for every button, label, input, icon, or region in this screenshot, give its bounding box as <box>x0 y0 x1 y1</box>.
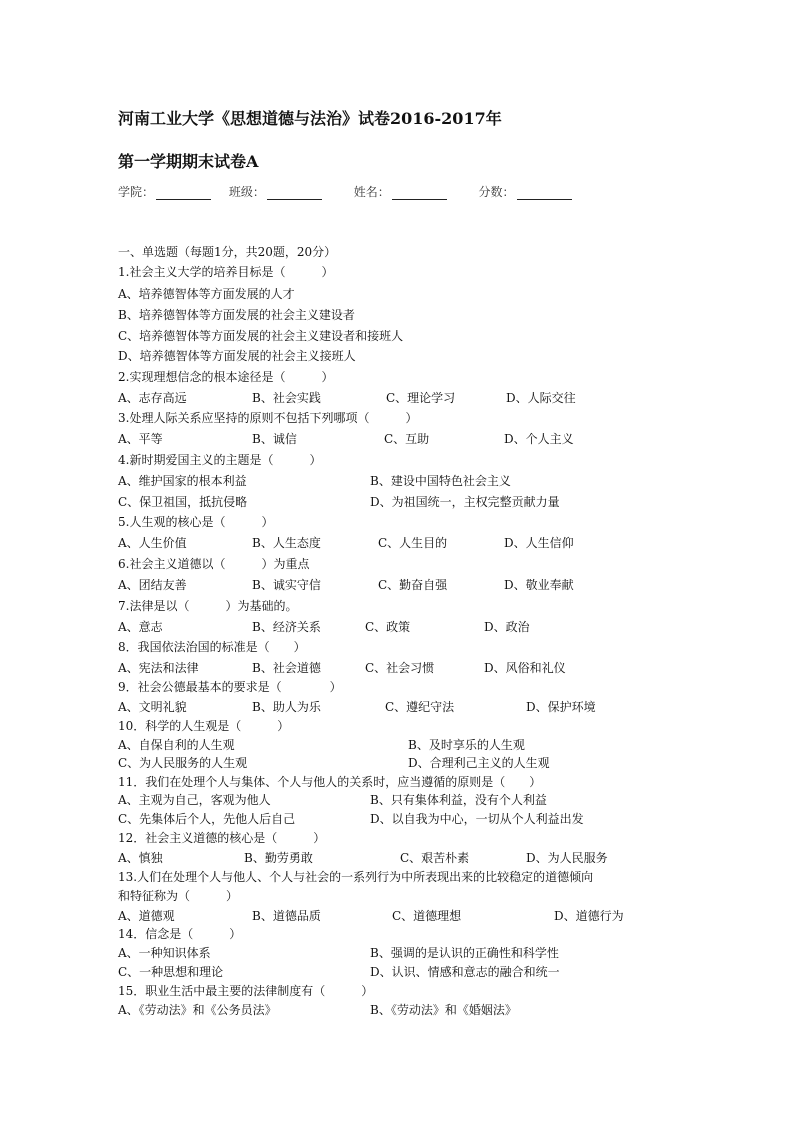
option: A、道德观 <box>118 909 175 923</box>
question-stem: 9．社会公德最基本的要求是（ ） <box>118 680 342 694</box>
question-stem: 10．科学的人生观是（ ） <box>118 719 290 733</box>
option: A、自保自利的人生观 <box>118 738 235 752</box>
page-subtitle: 第一学期期末试卷A <box>118 152 259 171</box>
option: A、一种知识体系 <box>118 946 211 960</box>
option: D、人生信仰 <box>504 536 574 550</box>
option-row <box>118 965 718 980</box>
student-info-row <box>118 183 678 200</box>
option: A、团结友善 <box>118 578 187 592</box>
option-row <box>118 793 718 808</box>
option-row <box>118 578 718 593</box>
option: B、道德品质 <box>252 909 321 923</box>
option-row <box>118 946 718 961</box>
option: B、及时享乐的人生观 <box>408 738 525 752</box>
option: A、慎独 <box>118 851 163 865</box>
option: C、先集体后个人，先他人后自己 <box>118 812 296 826</box>
option: D、道德行为 <box>554 909 624 923</box>
option: C、保卫祖国，抵抗侵略 <box>118 495 248 509</box>
option-row <box>118 812 718 827</box>
option: C、社会习惯 <box>365 661 435 675</box>
option: C、勤奋自强 <box>378 578 448 592</box>
option: D、为人民服务 <box>526 851 608 865</box>
option-row <box>118 909 718 924</box>
option-row <box>118 851 718 866</box>
page-title: 河南工业大学《思想道德与法治》试卷2016-2017年 <box>118 109 502 128</box>
class-blank[interactable] <box>267 185 322 200</box>
option: D、为祖国统一，主权完整贡献力量 <box>370 495 560 509</box>
option: D、个人主义 <box>504 432 574 446</box>
score-blank[interactable] <box>517 185 572 200</box>
question-stem: 11．我们在处理个人与集体、个人与他人的关系时，应当遵循的原则是（ ） <box>118 775 542 789</box>
option: A、宪法和法律 <box>118 661 199 675</box>
option: D、认识、情感和意志的融合和统一 <box>370 965 560 979</box>
option: B、勤劳勇敢 <box>244 851 313 865</box>
option: C、为人民服务的人生观 <box>118 756 248 770</box>
option: B、建设中国特色社会主义 <box>370 474 511 488</box>
option: B、《劳动法》和《婚姻法》 <box>370 1003 517 1017</box>
option-row <box>118 536 718 551</box>
question-stem: 2.实现理想信念的根本途径是（ ） <box>118 370 334 384</box>
option: B、助人为乐 <box>252 700 321 714</box>
class-field: 班级： <box>229 183 322 200</box>
option: A、主观为自己，客观为他人 <box>118 793 271 807</box>
question-stem-continued: 和特征称为（ ） <box>118 889 239 903</box>
question-stem: 6.社会主义道德以（ ）为重点 <box>118 557 310 571</box>
question-stem: 7.法律是以（ ）为基础的。 <box>118 599 298 613</box>
option: B、诚信 <box>252 432 297 446</box>
question-stem: 3.处理人际关系应坚持的原则不包括下列哪项（ ） <box>118 411 418 425</box>
option: B、诚实守信 <box>252 578 321 592</box>
option: C、道德理想 <box>392 909 462 923</box>
option-row <box>118 620 718 635</box>
question-stem: 4.新时期爱国主义的主题是（ ） <box>118 453 322 467</box>
option: C、人生目的 <box>378 536 448 550</box>
option: B、社会实践 <box>252 391 321 405</box>
option: A、平等 <box>118 432 163 446</box>
option: B、只有集体利益，没有个人利益 <box>370 793 547 807</box>
option: A、《劳动法》和《公务员法》 <box>118 1003 277 1017</box>
option: D、合理利己主义的人生观 <box>408 756 550 770</box>
option: D、风俗和礼仪 <box>484 661 566 675</box>
option-row <box>118 756 718 771</box>
option: A、维护国家的根本利益 <box>118 474 247 488</box>
option: C、遵纪守法 <box>385 700 455 714</box>
college-field: 学院： <box>118 183 211 200</box>
option: B、培养德智体等方面发展的社会主义建设者 <box>118 308 355 322</box>
option: C、政策 <box>365 620 411 634</box>
question-stem: 12．社会主义道德的核心是（ ） <box>118 831 326 845</box>
option: B、人生态度 <box>252 536 321 550</box>
option: A、培养德智体等方面发展的人才 <box>118 287 295 301</box>
option: B、社会道德 <box>252 661 321 675</box>
option-row <box>118 1003 718 1018</box>
option: B、经济关系 <box>252 620 321 634</box>
option: C、培养德智体等方面发展的社会主义建设者和接班人 <box>118 329 404 343</box>
question-stem: 13.人们在处理个人与他人、个人与社会的一系列行为中所表现出来的比较稳定的道德倾向 <box>118 870 594 884</box>
option-row <box>118 474 718 489</box>
option: C、艰苦朴素 <box>400 851 470 865</box>
option: D、以自我为中心，一切从个人利益出发 <box>370 812 584 826</box>
question-stem: 8．我国依法治国的标准是（ ） <box>118 640 306 654</box>
option-row <box>118 495 718 510</box>
option: A、志存高远 <box>118 391 187 405</box>
question-stem: 5.人生观的核心是（ ） <box>118 515 274 529</box>
option: A、文明礼貌 <box>118 700 187 714</box>
option-row <box>118 661 718 676</box>
option: D、保护环境 <box>526 700 596 714</box>
option: C、理论学习 <box>386 391 456 405</box>
option: C、一种思想和理论 <box>118 965 224 979</box>
option: D、培养德智体等方面发展的社会主义接班人 <box>118 349 356 363</box>
question-stem: 15．职业生活中最主要的法律制度有（ ） <box>118 984 374 998</box>
option: A、人生价值 <box>118 536 187 550</box>
option: D、敬业奉献 <box>504 578 574 592</box>
option: C、互助 <box>384 432 430 446</box>
score-field: 分数： <box>479 183 572 200</box>
name-field: 姓名： <box>354 183 447 200</box>
question-stem: 1.社会主义大学的培养目标是（ ） <box>118 265 334 279</box>
question-stem: 14．信念是（ ） <box>118 927 242 941</box>
college-blank[interactable] <box>156 185 211 200</box>
option: D、人际交往 <box>506 391 576 405</box>
option-row <box>118 738 718 753</box>
option: B、强调的是认识的正确性和科学性 <box>370 946 559 960</box>
option-row <box>118 700 718 715</box>
option-row <box>118 391 718 406</box>
section-header: 一、单选题（每题1分，共20题，20分） <box>118 245 337 259</box>
option-row <box>118 432 718 447</box>
option: A、意志 <box>118 620 163 634</box>
name-blank[interactable] <box>392 185 447 200</box>
option: D、政治 <box>484 620 530 634</box>
